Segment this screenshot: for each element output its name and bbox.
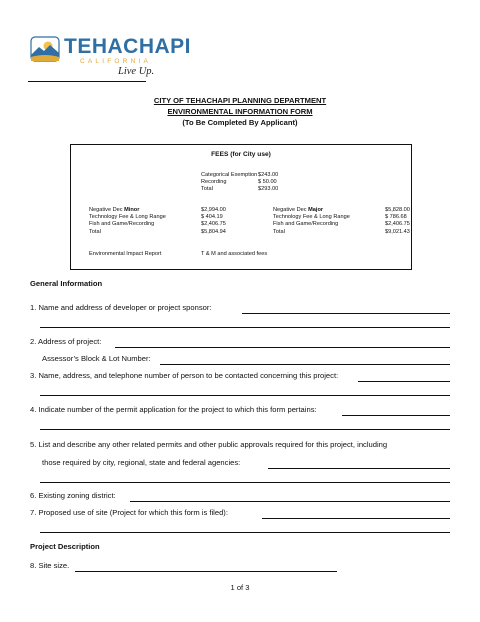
answer-8-field[interactable]: [75, 571, 337, 572]
minor-heading-prefix: Negative Dec: [89, 207, 125, 213]
answer-3-field-2[interactable]: [40, 395, 450, 396]
fee-label: Total: [273, 228, 285, 235]
fee-value: $5,828.00: [385, 207, 410, 213]
fee-value: $9,021.43: [385, 228, 410, 235]
page-number: 1 of 3: [230, 583, 250, 592]
fees-top-labels: [201, 172, 257, 194]
major-labels: [273, 207, 350, 236]
question-1: 1. Name and address of developer or project sponsor:: [30, 303, 212, 312]
answer-2b-field[interactable]: [160, 364, 450, 365]
eir-label: Environmental Impact Report: [89, 251, 162, 257]
fees-top-values: [258, 172, 278, 194]
fee-value: $ 786.68: [385, 214, 407, 221]
mountain-sun-logo-icon: [30, 36, 60, 62]
fee-value: $2,406.75: [385, 221, 410, 228]
fees-box: [70, 144, 412, 270]
fee-label: Total: [201, 186, 213, 193]
fee-label: Categorical Exemption: [201, 172, 258, 178]
project-heading: Project Description: [30, 542, 100, 551]
question-5: 5. List and describe any other related permits and other public approvals required for this project, including: [30, 440, 388, 449]
fee-value: $293.00: [258, 186, 279, 193]
fee-value: $ 404.19: [201, 214, 223, 221]
question-5-cont: those required by city, regional, state and federal agencies:: [42, 458, 241, 467]
question-2b: Assessor’s Block & Lot Number:: [42, 354, 151, 363]
form-subtitle: (To Be Completed By Applicant): [182, 118, 298, 127]
minor-labels: [89, 207, 166, 236]
fee-value: $2,994.00: [201, 207, 226, 213]
logo-underline: [28, 81, 146, 82]
dept-title: CITY OF TEHACHAPI PLANNING DEPARTMENT: [153, 96, 327, 105]
fee-value: $ 50.00: [258, 179, 277, 186]
answer-6-field[interactable]: [130, 501, 450, 502]
major-heading: [273, 207, 350, 214]
answer-4-field[interactable]: [342, 415, 450, 416]
logo-state: CALIFORNIA: [80, 58, 152, 65]
answer-7-field[interactable]: [262, 518, 450, 519]
answer-4-field-2[interactable]: [40, 429, 450, 430]
major-heading-prefix: Negative Dec: [273, 207, 309, 213]
fee-value: $5,804.94: [201, 228, 226, 235]
question-6: 6. Existing zoning district:: [30, 491, 116, 500]
logo-tagline: Live Up.: [118, 66, 155, 77]
city-logo: [30, 34, 192, 82]
eir-value: T & M and associated fees: [201, 251, 268, 257]
question-3: 3. Name, address, and telephone number of person to be contacted concerning this project:: [30, 371, 339, 380]
fee-value: $243.00: [258, 172, 279, 178]
logo-name: TEHACHAPI: [64, 35, 192, 58]
answer-5-field[interactable]: [268, 468, 450, 469]
fee-label: Technology Fee & Long Range: [273, 214, 350, 221]
question-7: 7. Proposed use of site (Project for which this form is filed):: [30, 508, 228, 517]
fee-label: Fish and Game/Recording: [89, 221, 155, 228]
minor-heading: [89, 207, 166, 214]
major-heading-bold: Major: [308, 207, 324, 213]
major-values: [385, 207, 410, 236]
answer-2-field[interactable]: [115, 347, 450, 348]
fee-label: Recording: [201, 179, 227, 186]
answer-1-field[interactable]: [242, 313, 450, 314]
fees-title: FEES (for City use): [211, 151, 271, 158]
form-title: ENVIRONMENTAL INFORMATION FORM: [167, 107, 313, 116]
minor-heading-bold: Minor: [124, 207, 140, 213]
answer-1-field-2[interactable]: [40, 327, 450, 328]
answer-3-field[interactable]: [358, 381, 450, 382]
fee-value: $2,406.75: [201, 221, 226, 228]
answer-5-field-2[interactable]: [40, 482, 450, 483]
fee-label: Total: [89, 228, 101, 235]
question-2: 2. Address of project:: [30, 337, 102, 346]
general-heading: General Information: [30, 279, 103, 288]
answer-7-field-2[interactable]: [40, 532, 450, 533]
fee-label: Fish and Game/Recording: [273, 221, 339, 228]
fee-label: Technology Fee & Long Range: [89, 214, 166, 221]
minor-values: [201, 207, 226, 236]
question-8: 8. Site size.: [30, 561, 70, 570]
question-4: 4. Indicate number of the permit application for the project to which this form pertains:: [30, 405, 317, 414]
